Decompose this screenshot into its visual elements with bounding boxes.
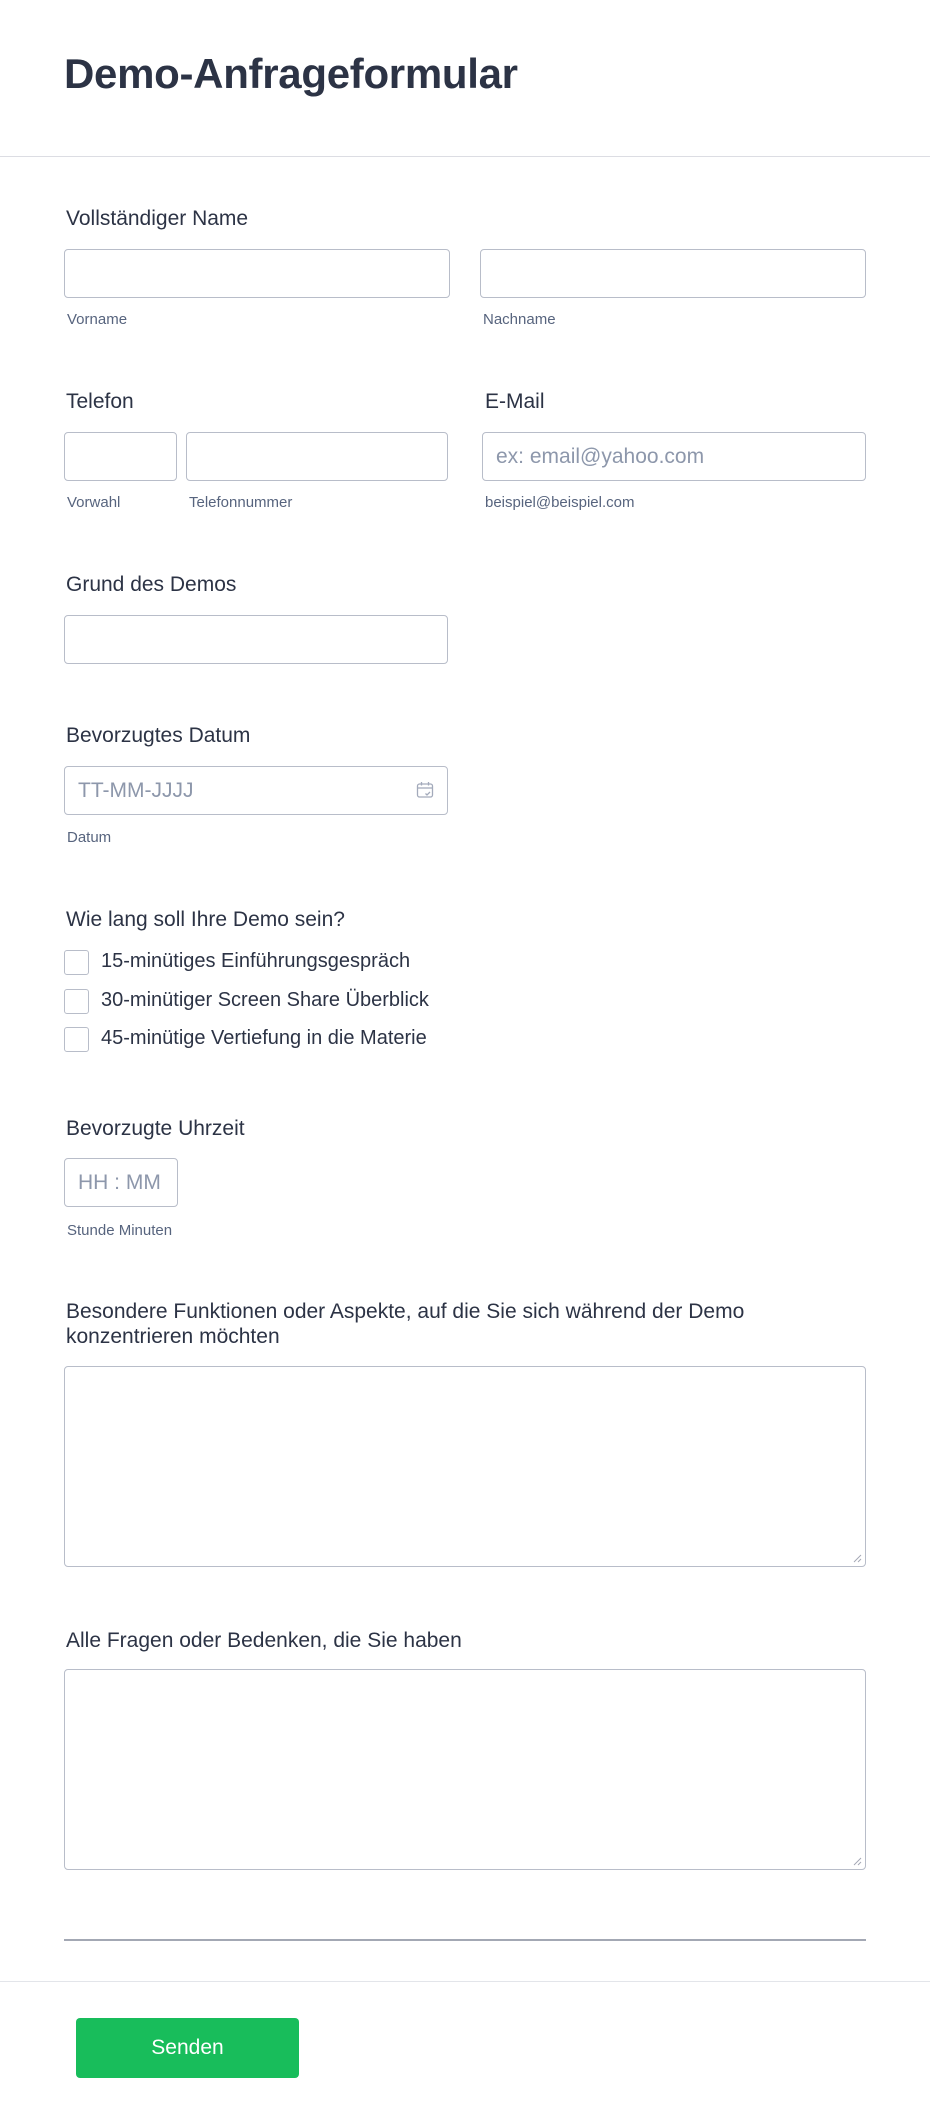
date-input[interactable] (64, 766, 448, 815)
reason-input[interactable] (64, 615, 448, 664)
first-name-sublabel: Vorname (67, 311, 128, 328)
email-input[interactable] (482, 432, 866, 481)
resize-grip-icon[interactable] (852, 1553, 862, 1563)
date-placeholder: TT-MM-JJJJ (78, 778, 194, 802)
email-sublabel: beispiel@beispiel.com (485, 494, 635, 511)
duration-option-15-checkbox[interactable] (64, 950, 89, 975)
duration-option-45-label[interactable]: 45-minütige Vertiefung in die Materie (101, 1027, 427, 1049)
page-title: Demo-Anfrageformular (64, 50, 518, 97)
email-placeholder: ex: email@yahoo.com (496, 444, 705, 468)
date-sublabel: Datum (67, 829, 112, 846)
submit-button[interactable]: Senden (76, 2018, 299, 2078)
time-sublabel: Stunde Minuten (67, 1222, 173, 1239)
time-label: Bevorzugte Uhrzeit (66, 1117, 245, 1140)
section-divider (64, 1939, 866, 1941)
duration-option-45-checkbox[interactable] (64, 1027, 89, 1052)
features-textarea[interactable] (64, 1366, 866, 1567)
phone-number-input[interactable] (186, 432, 448, 481)
email-label: E-Mail (485, 390, 545, 413)
area-code-sublabel: Vorwahl (67, 494, 121, 511)
phone-label: Telefon (66, 390, 134, 413)
duration-option-15-label[interactable]: 15-minütiges Einführungsgespräch (101, 950, 411, 972)
time-placeholder: HH : MM (78, 1170, 161, 1194)
questions-label: Alle Fragen oder Bedenken, die Sie haben (66, 1629, 462, 1652)
calendar-icon[interactable] (416, 781, 434, 799)
duration-option-30-label[interactable]: 30-minütiger Screen Share Überblick (101, 989, 429, 1011)
last-name-input[interactable] (480, 249, 866, 298)
features-label-line2: konzentrieren möchten (66, 1325, 280, 1348)
last-name-sublabel: Nachname (483, 311, 556, 328)
full-name-label: Vollständiger Name (66, 207, 249, 230)
duration-label: Wie lang soll Ihre Demo sein? (66, 908, 345, 931)
area-code-input[interactable] (64, 432, 177, 481)
date-label: Bevorzugtes Datum (66, 724, 251, 747)
phone-number-sublabel: Telefonnummer (189, 494, 293, 511)
form-header (0, 0, 930, 157)
questions-textarea[interactable] (64, 1669, 866, 1870)
features-label-line1: Besondere Funktionen oder Aspekte, auf die Sie sich während der Demo (66, 1300, 745, 1323)
reason-label: Grund des Demos (66, 573, 237, 596)
time-input[interactable] (64, 1158, 178, 1207)
duration-option-30-checkbox[interactable] (64, 989, 89, 1014)
first-name-input[interactable] (64, 249, 450, 298)
resize-grip-icon[interactable] (852, 1856, 862, 1866)
